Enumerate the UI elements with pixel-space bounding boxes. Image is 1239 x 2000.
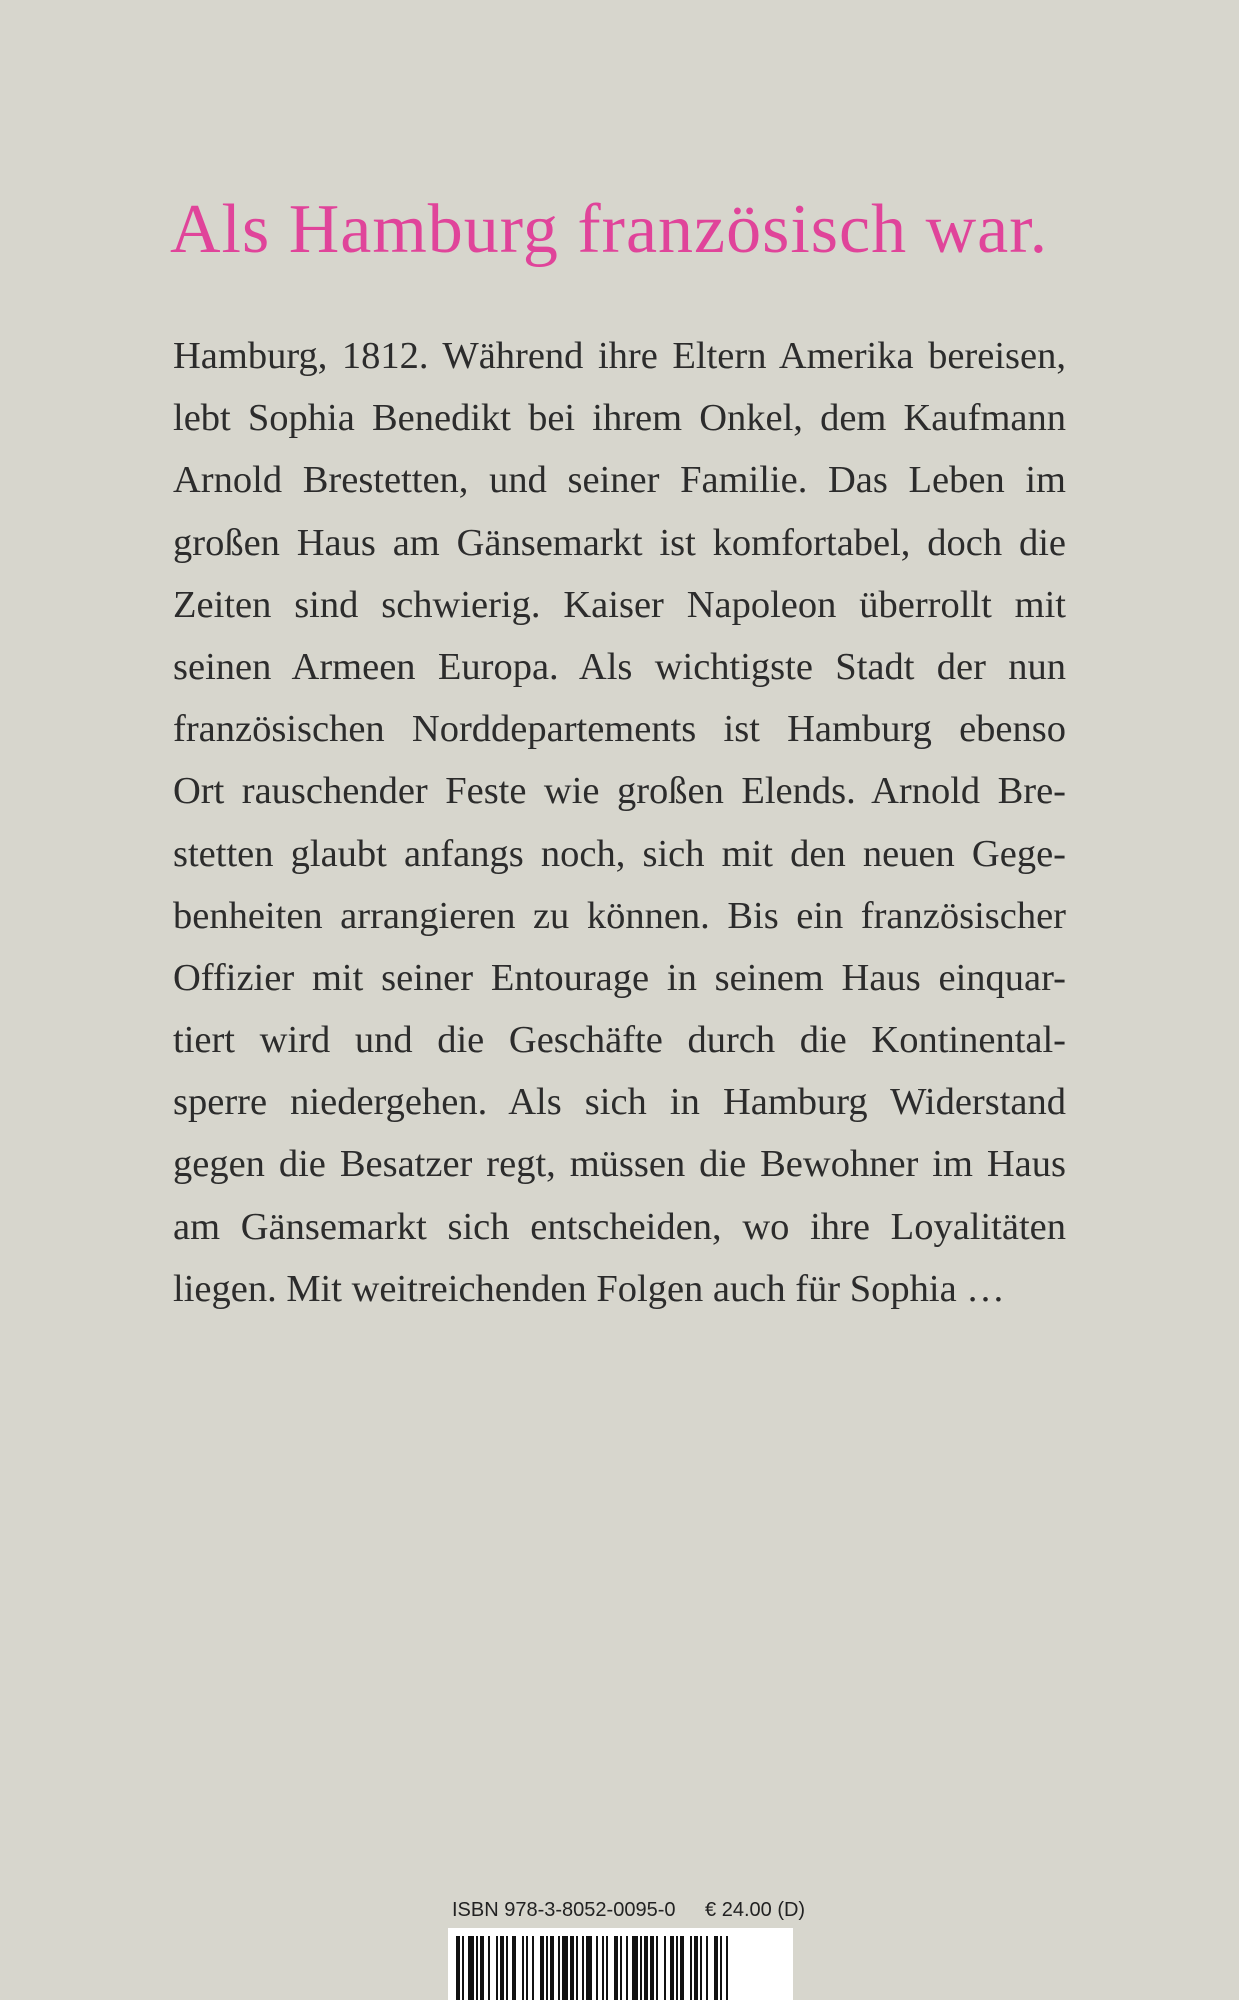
blurb-line: stetten glaubt anfangs noch, sich mit den neuen Gege- [173,832,1066,875]
barcode-bar [606,1936,608,2000]
barcode-bar [480,1936,484,2000]
barcode-bar [596,1936,598,2000]
barcode-bar [656,1936,658,2000]
blurb-line: seinen Armeen Europa. Als wichtigste Stadt der nun [173,645,1066,688]
blurb-line: am Gänsemarkt sich entscheiden, wo ihre Loyalitäten [173,1205,1066,1248]
barcode-bar [714,1936,718,2000]
barcode-bar [676,1936,678,2000]
barcode-bar [512,1936,516,2000]
barcode-bar [650,1936,654,2000]
barcode-bar [664,1936,666,2000]
blurb-line: Ort rauschender Feste wie großen Elends. Arnold Bre- [173,770,1066,813]
barcode-bar [570,1936,574,2000]
barcode-bar [700,1936,702,2000]
isbn-label: ISBN 978-3-8052-0095-0 [452,1899,676,1921]
blurb-line: tiert wird und die Geschäfte durch die Kontinental- [173,1019,1066,1062]
isbn-price-row [452,1899,806,1925]
barcode-bar [532,1936,534,2000]
barcode-bar [526,1936,528,2000]
blurb-line: großen Haus am Gänsemarkt ist komfortabel, doch die [173,521,1066,564]
blurb-line: benheiten arrangieren zu können. Bis ein französischer [173,894,1066,937]
barcode-bar [602,1936,604,2000]
blurb-line: Zeiten sind schwierig. Kaiser Napoleon überrollt mit [173,583,1066,626]
barcode-bar [506,1936,508,2000]
barcode-bar [500,1936,504,2000]
barcode-bar [546,1936,548,2000]
barcode-bar [690,1936,692,2000]
barcode-bar [706,1936,708,2000]
barcode-bar [680,1936,684,2000]
blurb-line: lebt Sophia Benedikt bei ihrem Onkel, dem Kaufmann [173,397,1066,440]
blurb-line: Offizier mit seiner Entourage in seinem Haus einquar- [173,956,1066,999]
blurb-line: gegen die Besatzer regt, müssen die Bewohner im Haus [173,1143,1066,1186]
blurb-line: Hamburg, 1812. Während ihre Eltern Amerika bereisen, [173,335,1066,377]
barcode-bar [550,1936,554,2000]
barcode-graphic [448,1928,793,2000]
barcode-bar [694,1936,698,2000]
barcode-bar [522,1936,524,2000]
barcode-bar [640,1936,642,2000]
barcode-bar [558,1936,560,2000]
blurb-text [173,325,1066,1320]
blurb-line: sperre niedergehen. Als sich in Hamburg Widerstand [173,1081,1066,1124]
blurb-line: liegen. Mit weitreichenden Folgen auch für Sophia … [173,1267,1005,1310]
barcode-bar [626,1936,628,2000]
barcode-bar [476,1936,478,2000]
barcode-bar [614,1936,618,2000]
blurb-line: Arnold Brestetten, und seiner Familie. Das Leben im [173,459,1066,502]
price-label: € 24.00 (D) [705,1899,806,1921]
barcode [448,1928,793,2000]
barcode-bar [562,1936,568,2000]
barcode-bar [670,1936,674,2000]
barcode-bar [586,1936,592,2000]
headline: Als Hamburg französisch war. [170,191,1049,268]
blurb-line: französischen Norddepartements ist Hamburg ebenso [173,708,1066,751]
barcode-bar [582,1936,584,2000]
barcode-bar [496,1936,498,2000]
barcode-bar [468,1936,474,2000]
barcode-bar [488,1936,490,2000]
barcode-bar [456,1936,460,2000]
barcode-bar [726,1936,728,2000]
barcode-bar [632,1936,638,2000]
barcode-bar [644,1936,648,2000]
barcode-bar [576,1936,578,2000]
barcode-bar [620,1936,622,2000]
barcode-bar [720,1936,722,2000]
barcode-bar [462,1936,464,2000]
barcode-bar [540,1936,544,2000]
